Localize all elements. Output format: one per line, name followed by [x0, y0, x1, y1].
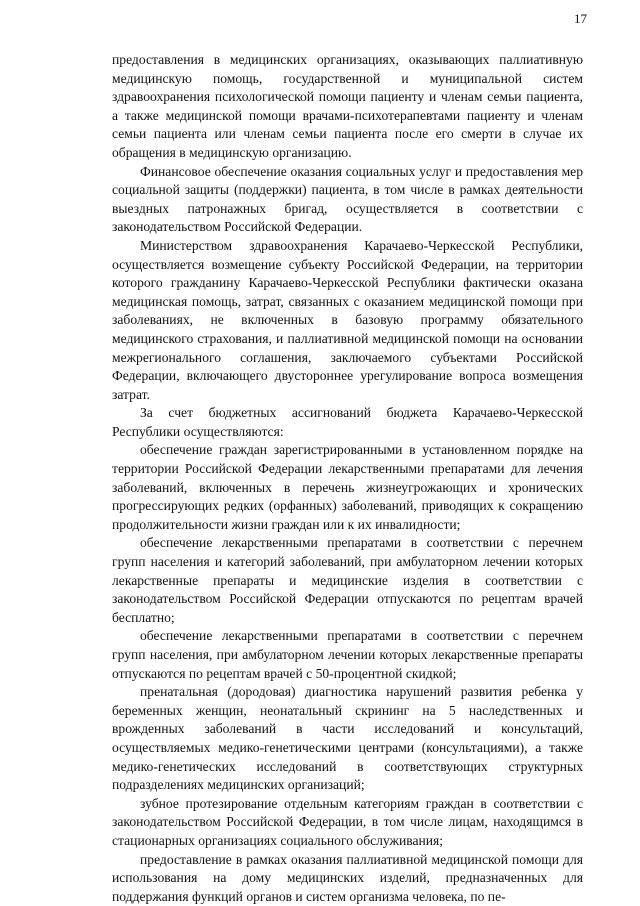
list-item-discount-drugs: обеспечение лекарственными препаратами в соответствии с перечнем групп населения, при амбулаторном лечении которых лекарственные препараты отпускаются по рецептам врачей с 50-процентной скидкой;	[112, 628, 583, 681]
paragraph-continuation: предоставления в медицинских организациях, оказывающих паллиативную медицинскую помощь, государственной и муниципальной систем здравоохранения психологической помощи пациенту и членам семьи пациента, а также медицинской помощи врачами-психотерапевтами пациенту и членам семьи пациента или членам семьи пациента после его смерти в случае их обращения в медицинскую организацию.	[112, 52, 583, 160]
list-item-palliative-devices: предоставление в рамках оказания паллиативной медицинской помощи для использования на дому медицинских изделий, предназначенных для поддержания функций органов и систем организма человека, по пе-	[112, 851, 583, 904]
body-text	[112, 51, 583, 906]
list-item-prenatal-diagnostics: пренатальная (дородовая) диагностика нарушений развития ребенка у беременных женщин, неонатальный скрининг на 5 наследственных и врожденных заболеваний в части исследований и консультаций, осуществляемых медико-генетическими центрами (консультациями), а также медико-генетических исследований в соответствующих структурных подразделениях медицинских организаций;	[112, 684, 583, 793]
paragraph-ministry-reimbursement: Министерством здравоохранения Карачаево-Черкесской Республики, осуществляется возмещение субъекту Российской Федерации, на территории которого гражданину Карачаево-Черкесской Республики фактически оказана медицинская помощь, затрат, связанных с оказанием медицинской помощи при заболеваниях, не включенных в базовую программу обязательного медицинского страхования, и паллиативной медицинской помощи на основании межрегионального соглашения, заключаемого субъектами Российской Федерации, включающего двустороннее урегулирование вопроса возмещения затрат.	[112, 237, 583, 402]
paragraph-budget-intro: За счет бюджетных ассигнований бюджета Карачаево-Черкесской Республики осуществляются:	[112, 405, 583, 439]
paragraph-financial-support: Финансовое обеспечение оказания социальных услуг и предоставления мер социальной защиты (поддержки) пациента, в том числе в рамках деятельности выездных патронажных бригад, осуществляется в соответствии с законодательством Российской Федерации.	[112, 163, 583, 235]
list-item-free-drugs: обеспечение лекарственными препаратами в соответствии с перечнем групп населения и категорий заболеваний, при амбулаторном лечении которых лекарственные препараты и медицинские изделия в соответствии с законодательством Российской Федерации отпускаются по рецептам врачей бесплатно;	[112, 535, 583, 625]
list-item-orphan-drugs: обеспечение граждан зарегистрированными в установленном порядке на территории Российской Федерации лекарственными препаратами для лечения заболеваний, включенных в перечень жизнеугрожающих и хронических прогрессирующих редких (орфанных) заболеваний, приводящих к сокращению продолжительности жизни граждан или к их инвалидности;	[112, 442, 583, 532]
page-number: 17	[574, 11, 587, 26]
list-item-dental-prosthetics: зубное протезирование отдельным категориям граждан в соответствии с законодательством Российской Федерации, в том числе лицам, находящимся в стационарных организациях социального обслуживания;	[112, 795, 583, 848]
